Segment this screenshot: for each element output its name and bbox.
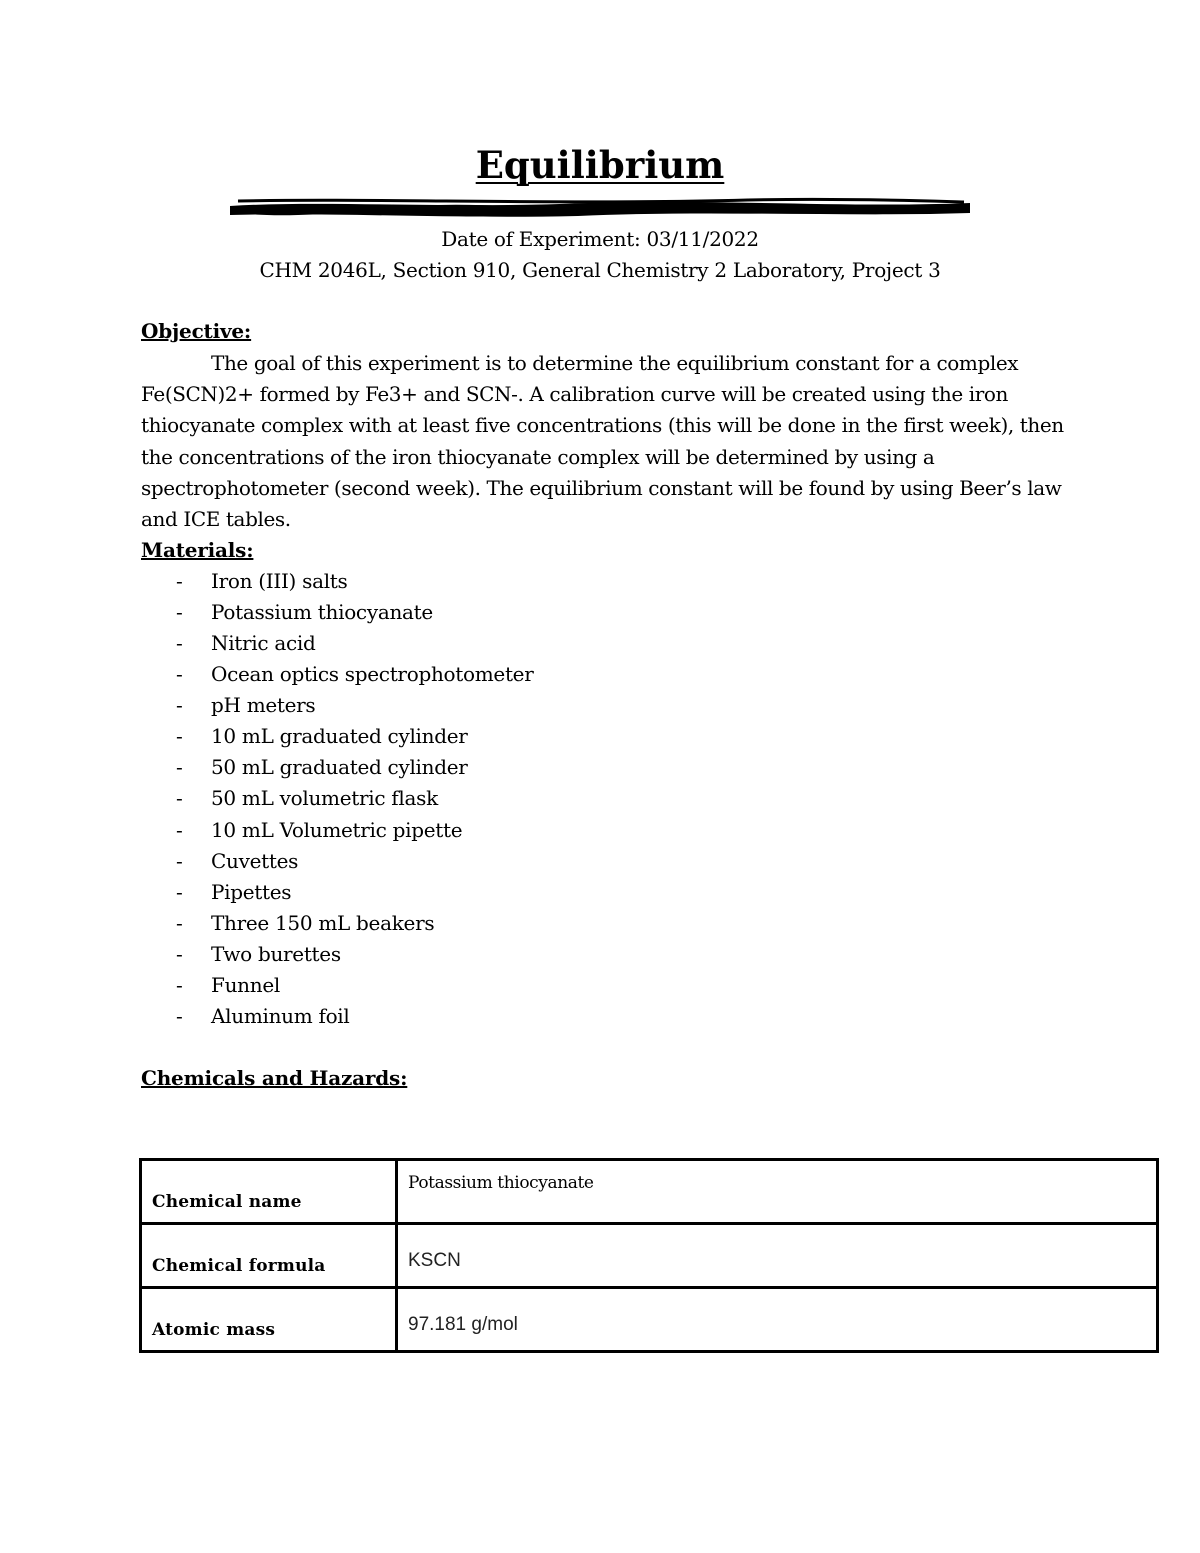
material-item: Potassium thiocyanate	[211, 600, 433, 625]
course-info: CHM 2046L, Section 910, General Chemistry 2 Laboratory, Project 3	[259, 258, 941, 282]
redacted-authors-scribble	[228, 197, 972, 219]
material-item: pH meters	[211, 693, 316, 718]
document-title: Equilibrium	[475, 143, 725, 187]
list-bullet: -	[176, 972, 183, 997]
chemical-name-value: Potassium thiocyanate	[397, 1160, 1158, 1224]
list-bullet: -	[176, 662, 183, 687]
material-item: Cuvettes	[211, 848, 299, 873]
material-item: 10 mL Volumetric pipette	[211, 817, 463, 842]
table-row	[141, 1224, 1158, 1288]
list-bullet: -	[176, 1003, 183, 1028]
list-bullet: -	[176, 724, 183, 749]
experiment-date: Date of Experiment: 03/11/2022	[441, 227, 759, 251]
objective-heading: Objective:	[141, 319, 252, 343]
table-row	[141, 1160, 1158, 1224]
chemical-formula-label: Chemical formula	[141, 1224, 397, 1288]
list-bullet: -	[176, 848, 183, 873]
objective-line: thiocyanate complex with at least five concentrations (this will be done in the first week), then	[141, 413, 1064, 438]
material-item: Aluminum foil	[211, 1003, 350, 1028]
list-bullet: -	[176, 817, 183, 842]
list-bullet: -	[176, 910, 183, 935]
material-item: Three 150 mL beakers	[211, 910, 435, 935]
material-item: 50 mL graduated cylinder	[211, 755, 468, 780]
list-bullet: -	[176, 786, 183, 811]
list-bullet: -	[176, 600, 183, 625]
list-bullet: -	[176, 631, 183, 656]
objective-paragraph	[141, 348, 1064, 535]
list-bullet: -	[176, 879, 183, 904]
objective-line: and ICE tables.	[141, 507, 291, 532]
material-item: Funnel	[211, 972, 280, 997]
atomic-mass-value: 97.181 g/mol	[397, 1288, 1158, 1352]
material-item: Pipettes	[211, 879, 292, 904]
objective-line: The goal of this experiment is to determine the equilibrium constant for a complex	[211, 351, 1019, 375]
materials-heading: Materials:	[141, 538, 254, 562]
objective-line: the concentrations of the iron thiocyanate complex will be determined by using a	[141, 444, 935, 469]
list-bullet: -	[176, 941, 183, 966]
objective-line: spectrophotometer (second week). The equilibrium constant will be found by using Beer’s law	[141, 475, 1062, 500]
material-item: Iron (III) salts	[211, 569, 348, 593]
chemical-formula-value: KSCN	[397, 1224, 1158, 1288]
objective-line: Fe(SCN)2+ formed by Fe3+ and SCN-. A calibration curve will be created using the iron	[141, 382, 1009, 407]
chemical-info-table	[139, 1158, 1159, 1353]
list-bullet: -	[176, 693, 183, 718]
material-item: 10 mL graduated cylinder	[211, 724, 468, 749]
table-row	[141, 1288, 1158, 1352]
material-item: Nitric acid	[211, 631, 316, 656]
atomic-mass-label: Atomic mass	[141, 1288, 397, 1352]
list-bullet: -	[176, 755, 183, 780]
list-bullet: -	[176, 569, 183, 593]
chemicals-hazards-heading: Chemicals and Hazards:	[141, 1066, 408, 1090]
chemical-name-label: Chemical name	[141, 1160, 397, 1224]
material-item: 50 mL volumetric flask	[211, 786, 438, 811]
material-item: Two burettes	[211, 941, 341, 966]
material-item: Ocean optics spectrophotometer	[211, 662, 534, 687]
